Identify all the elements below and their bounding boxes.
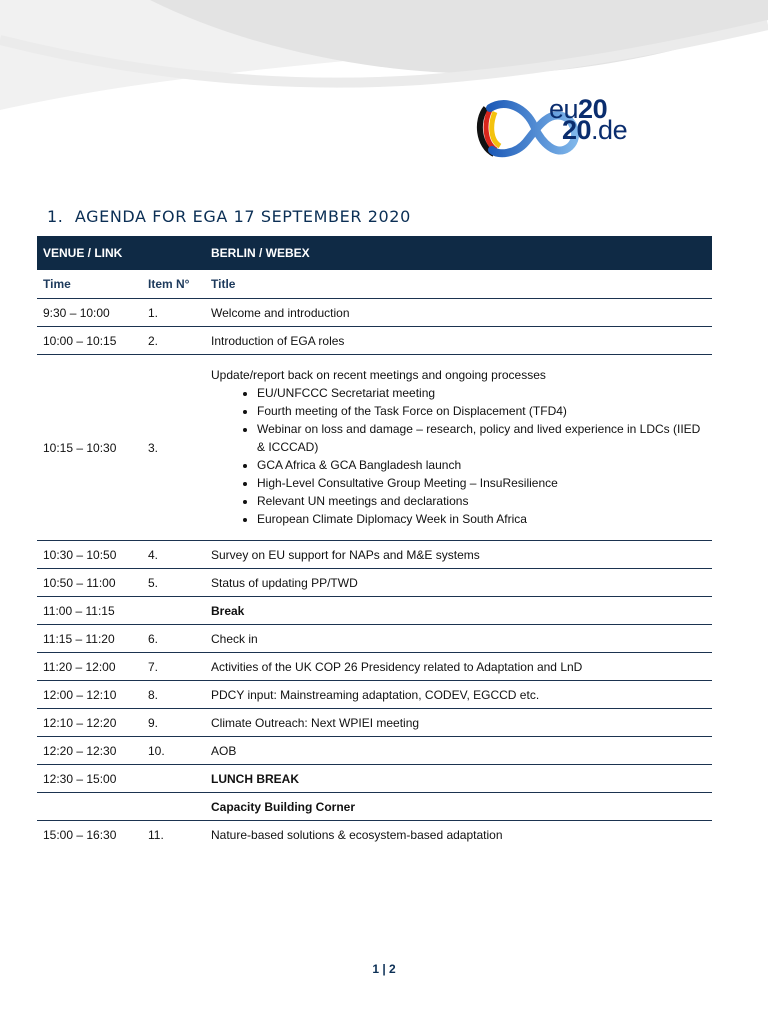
table-row — [37, 355, 712, 541]
column-header-item: Item N° — [142, 270, 205, 299]
row-item: 4. — [142, 541, 205, 569]
table-row — [37, 653, 712, 681]
bullet-list — [211, 384, 706, 528]
table-row — [37, 821, 712, 849]
row-item: 10. — [142, 737, 205, 765]
venue-value: BERLIN / WEBEX — [205, 236, 712, 270]
list-item: • High-Level Consultative Group Meeting – InsuResilience — [257, 474, 706, 492]
venue-label: VENUE / LINK — [37, 236, 205, 270]
row-title: Survey on EU support for NAPs and M&E systems — [205, 541, 712, 569]
row-time: 10:50 – 11:00 — [37, 569, 142, 597]
list-item: • Relevant UN meetings and declarations — [257, 492, 706, 510]
row-title: AOB — [205, 737, 712, 765]
row-time: 12:30 – 15:00 — [37, 765, 142, 793]
heading-text: AGENDA FOR EGA 17 SEPTEMBER 2020 — [74, 207, 411, 226]
table-row — [37, 737, 712, 765]
row-item — [142, 765, 205, 793]
row-time: 9:30 – 10:00 — [37, 299, 142, 327]
list-item: • GCA Africa & GCA Bangladesh launch — [257, 456, 706, 474]
row-title: LUNCH BREAK — [205, 765, 712, 793]
column-header-time: Time — [37, 270, 142, 299]
row-item: 9. — [142, 709, 205, 737]
row-time: 11:00 – 11:15 — [37, 597, 142, 625]
row-title: Welcome and introduction — [205, 299, 712, 327]
row-item: 11. — [148, 827, 164, 842]
table-row — [37, 327, 712, 355]
list-item: • Fourth meeting of the Task Force on Displacement (TFD4) — [257, 402, 706, 420]
table-row — [37, 709, 712, 737]
logo-text-bottom: 20.de — [562, 115, 628, 145]
table-row — [37, 793, 712, 821]
row-item — [142, 793, 205, 821]
row-title: Climate Outreach: Next WPIEI meeting — [205, 709, 712, 737]
table-row — [37, 765, 712, 793]
row-item: 8. — [142, 681, 205, 709]
row-time: 10:00 – 10:15 — [37, 327, 142, 355]
logo-text-top: eu20 — [549, 94, 608, 124]
row-item: 7. — [142, 653, 205, 681]
row-time: 11:20 – 12:00 — [37, 653, 142, 681]
row-time — [37, 793, 142, 821]
heading-number: 1. — [47, 207, 64, 226]
row-title-with-bullets — [205, 355, 712, 541]
table-row — [37, 625, 712, 653]
row-item: 1. — [142, 299, 205, 327]
row-item: 6. — [142, 625, 205, 653]
table-row — [37, 299, 712, 327]
row-time: 12:10 – 12:20 — [37, 709, 142, 737]
page-number: 1 | 2 — [372, 962, 396, 976]
row-title: Break — [205, 597, 712, 625]
row-time: 10:15 – 10:30 — [37, 355, 142, 541]
agenda-heading — [47, 207, 411, 226]
row-time: 10:30 – 10:50 — [37, 541, 142, 569]
row-title: Capacity Building Corner — [205, 793, 712, 821]
header-wave-graphic — [0, 0, 768, 180]
agenda-table — [37, 236, 712, 848]
venue-row — [37, 236, 712, 270]
table-row — [37, 597, 712, 625]
table-row — [37, 541, 712, 569]
row-time: 12:00 – 12:10 — [37, 681, 142, 709]
row-title: PDCY input: Mainstreaming adaptation, CODEV, EGCCD etc. — [205, 681, 712, 709]
list-item: • EU/UNFCCC Secretariat meeting — [257, 384, 706, 402]
row-title: Introduction of EGA roles — [205, 327, 712, 355]
row-item: 3. — [142, 355, 205, 541]
row-time: 12:20 – 12:30 — [37, 737, 142, 765]
row-title: Check in — [205, 625, 712, 653]
row-title: Activities of the UK COP 26 Presidency related to Adaptation and LnD — [205, 653, 712, 681]
row-item: 5. — [142, 569, 205, 597]
row-title: Update/report back on recent meetings and ongoing processes — [211, 367, 546, 382]
column-header-row — [37, 270, 712, 299]
row-title: Status of updating PP/TWD — [205, 569, 712, 597]
table-row — [37, 569, 712, 597]
row-time: 11:15 – 11:20 — [37, 625, 142, 653]
table-row — [37, 681, 712, 709]
row-item: 2. — [142, 327, 205, 355]
list-item: • Webinar on loss and damage – research, policy and lived experience in LDCs (IIED & ICCCAD) — [257, 420, 706, 456]
row-time: 15:00 – 16:30 — [43, 827, 117, 842]
column-header-title: Title — [205, 270, 712, 299]
row-title: Nature-based solutions & ecosystem-based adaptation — [211, 827, 503, 842]
list-item: • European Climate Diplomacy Week in South Africa — [257, 510, 706, 528]
row-item — [142, 597, 205, 625]
